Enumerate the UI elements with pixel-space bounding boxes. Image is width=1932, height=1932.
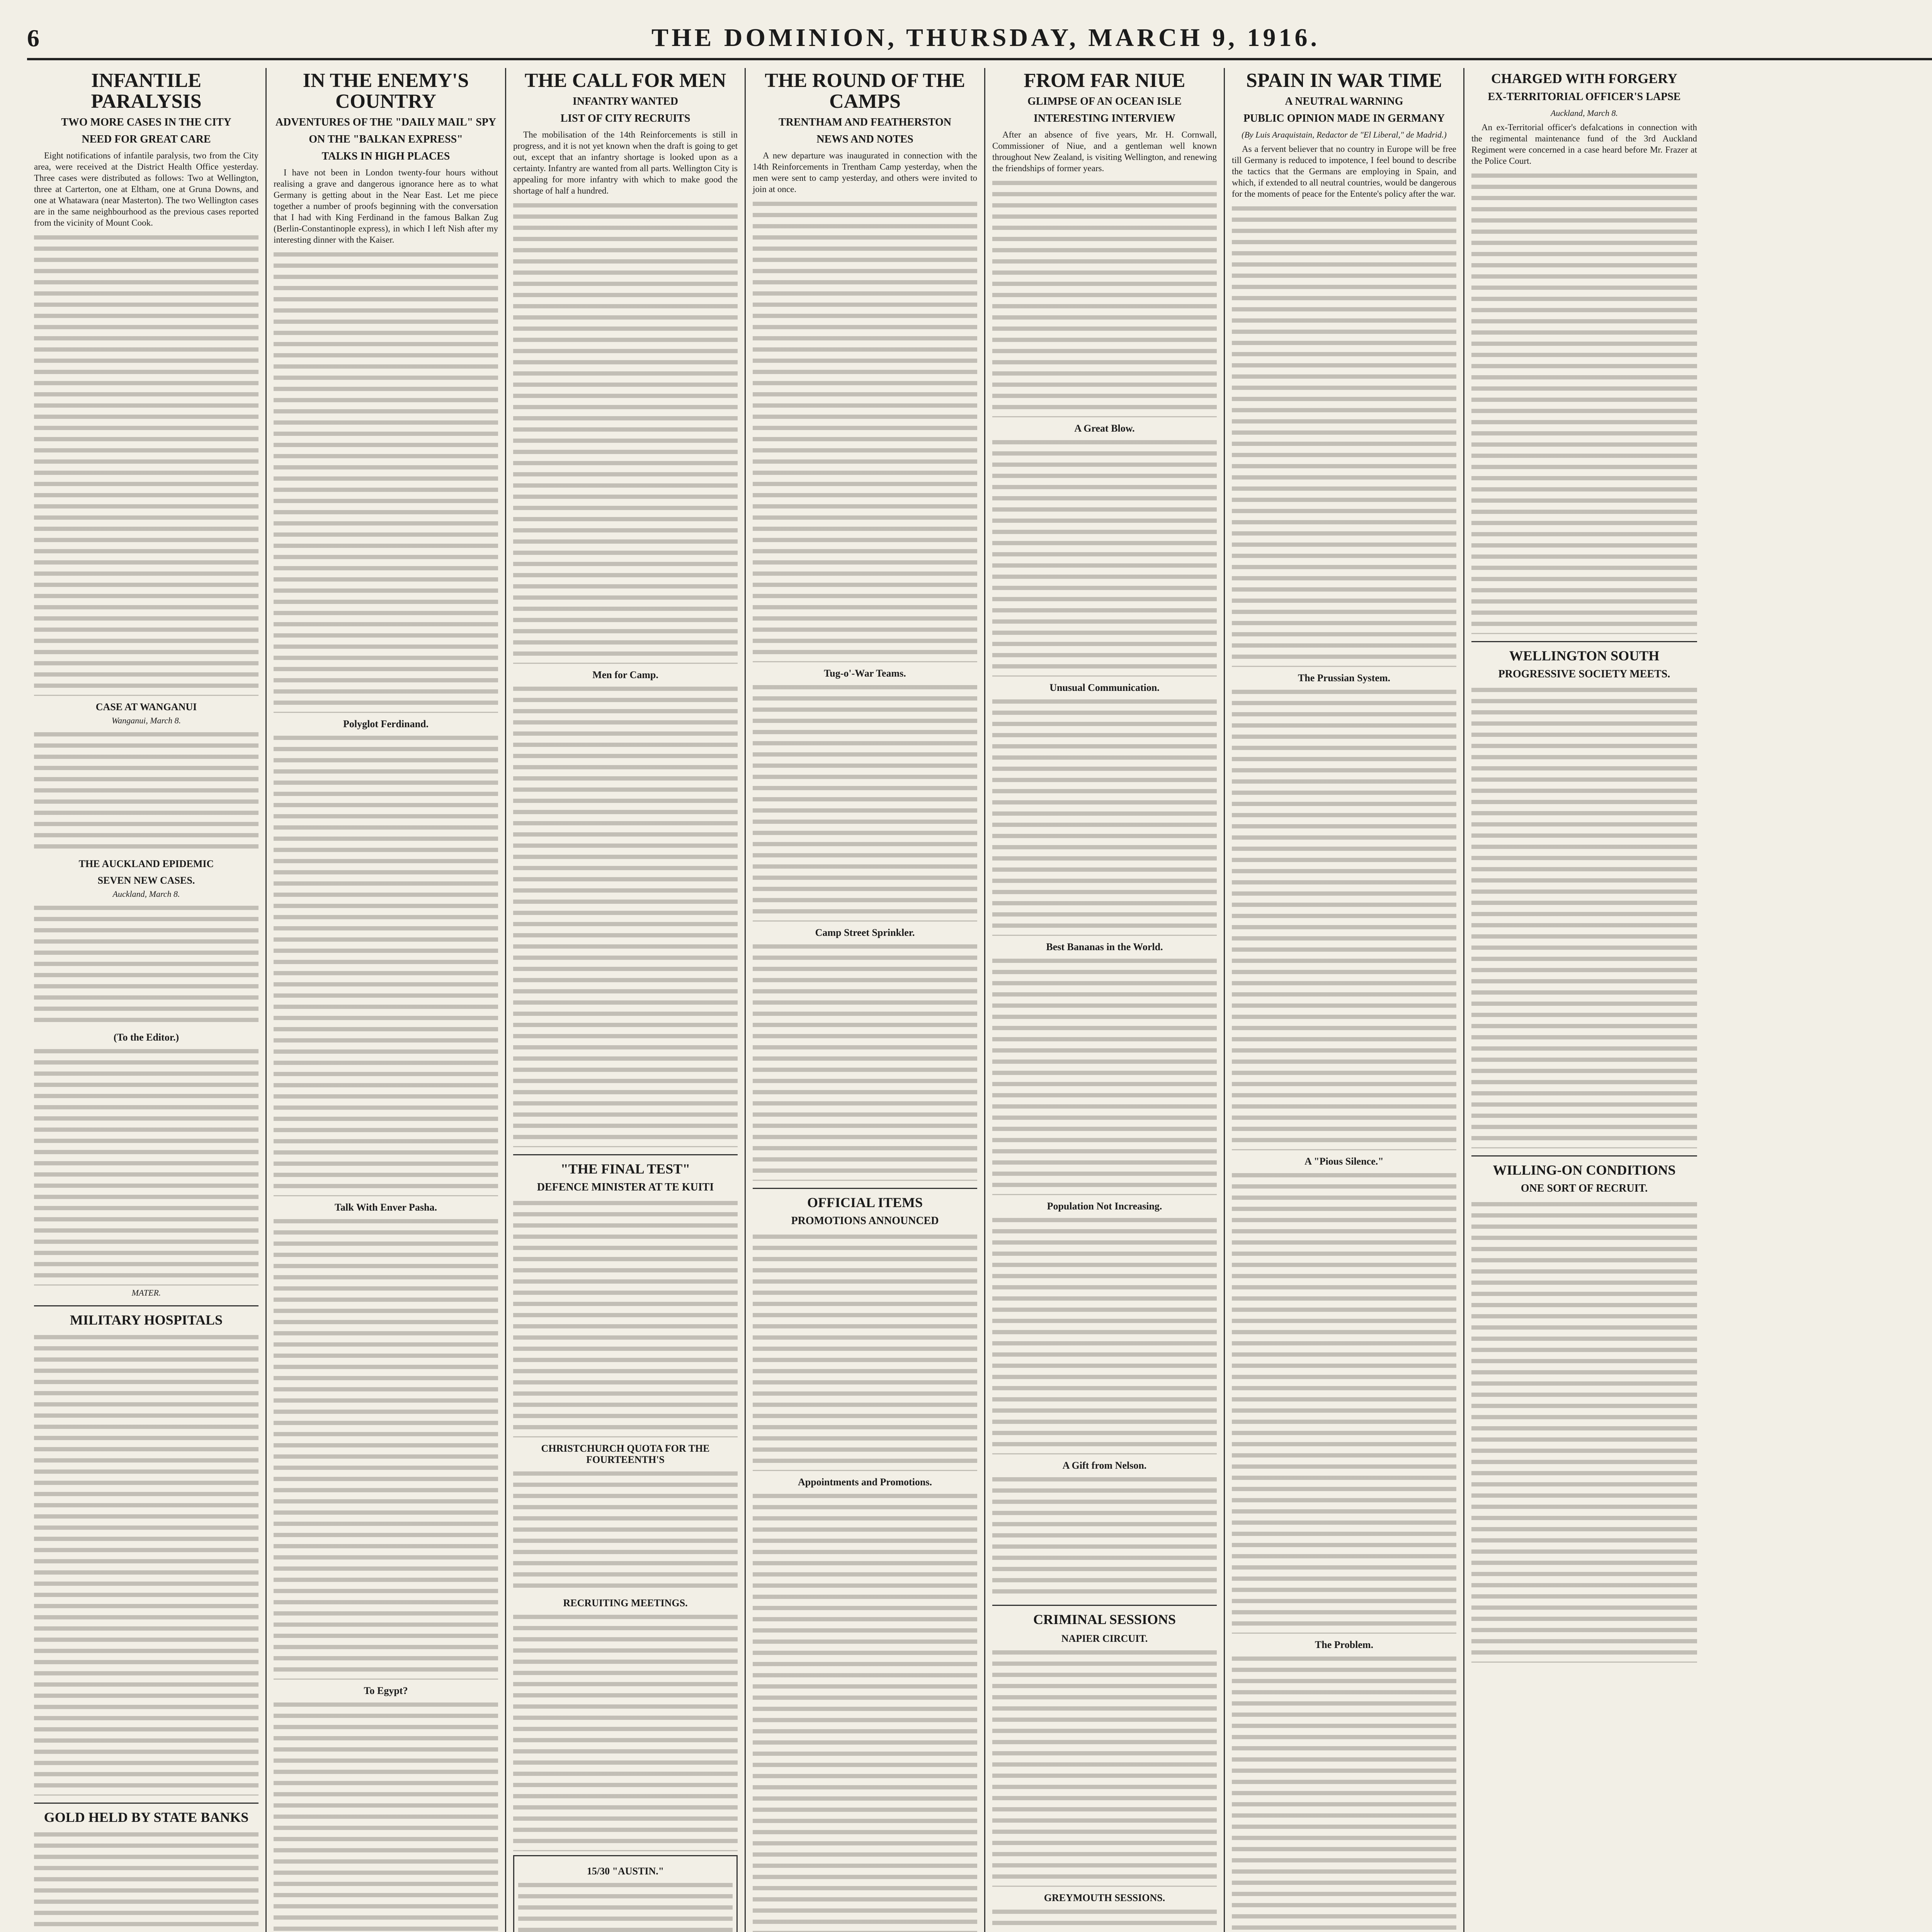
headline-willing-conditions: WILLING-ON CONDITIONS — [1493, 1162, 1676, 1178]
subhead-city-recruits: LIST OF CITY RECRUITS — [560, 112, 690, 124]
article-text-block — [513, 200, 738, 664]
subhead-daily-mail-spy: ADVENTURES OF THE "DAILY MAIL" SPY — [275, 116, 497, 128]
page-number: 6 — [27, 24, 39, 52]
dateline: Auckland, March 8. — [1551, 108, 1618, 118]
article-text-block — [1232, 203, 1456, 667]
subhead-tug-of-war: Tug-o'-War Teams. — [824, 668, 906, 679]
letter-signature: MATER. — [131, 1288, 161, 1298]
divider — [34, 1803, 259, 1804]
article-text-block — [1471, 1199, 1697, 1663]
divider — [513, 1154, 738, 1155]
subhead-trentham-featherston: TRENTHAM AND FEATHERSTON — [778, 116, 952, 128]
article-text-block — [274, 733, 498, 1196]
subhead-enver-pasha: Talk With Enver Pasha. — [335, 1202, 437, 1213]
subhead-great-blow: A Great Blow. — [1074, 423, 1135, 434]
masthead — [27, 12, 1932, 60]
subhead-population: Population Not Increasing. — [1047, 1201, 1162, 1212]
subhead-public-opinion: PUBLIC OPINION MADE IN GERMANY — [1243, 112, 1445, 124]
subhead-christchurch-quota: CHRISTCHURCH QUOTA FOR THE FOURTEENTH'S — [541, 1443, 710, 1465]
article-text-block — [992, 1647, 1217, 1887]
subhead-seven-new-cases: SEVEN NEW CASES. — [97, 875, 195, 886]
columns — [27, 60, 1932, 1932]
column-3 — [506, 68, 746, 1932]
subhead-to-the-editor: (To the Editor.) — [113, 1032, 179, 1043]
article-text-block — [1471, 170, 1697, 634]
subhead-men-for-camp: Men for Camp. — [592, 669, 658, 680]
headline-gold-state-banks: GOLD HELD BY STATE BANKS — [44, 1810, 249, 1825]
subhead-gift-from-nelson: A Gift from Nelson. — [1062, 1460, 1147, 1471]
column-5 — [985, 68, 1225, 1932]
headline-enemys-country: IN THE ENEMY'S COUNTRY — [303, 70, 469, 112]
article-text-block — [1471, 685, 1697, 1148]
column-6 — [1225, 68, 1464, 1932]
article-text-block — [992, 178, 1217, 417]
article-text-block — [513, 1198, 738, 1437]
headline-call-for-men: THE CALL FOR MEN — [524, 70, 726, 92]
article-text-block — [992, 956, 1217, 1195]
subhead-talks-high-places: TALKS IN HIGH PLACES — [321, 150, 450, 162]
subhead-polyglot-ferdinand: Polyglot Ferdinand. — [343, 718, 429, 730]
subhead-infantry-wanted: INFANTRY WANTED — [572, 95, 679, 107]
article-text-block — [753, 682, 977, 922]
subhead-napier-circuit: NAPIER CIRCUIT. — [1061, 1633, 1148, 1644]
subhead-camp-sprinkler: Camp Street Sprinkler. — [815, 927, 915, 938]
article-paragraph: After an absence of five years, Mr. H. Cornwall, Commissioner of Niue, and a gentleman well known throughout New Zealand, is visiting Wellington, and renewing the friendships of former years. — [992, 130, 1217, 173]
column-1 — [27, 68, 267, 1932]
column-4 — [746, 68, 985, 1932]
article-text-block — [992, 696, 1217, 936]
subhead-interesting-interview: INTERESTING INTERVIEW — [1033, 112, 1175, 124]
divider — [1471, 1155, 1697, 1156]
article-text-block — [34, 232, 259, 696]
divider — [753, 1188, 977, 1189]
headline-round-of-camps: THE ROUND OF THE CAMPS — [765, 70, 965, 112]
subhead-neutral-warning: A NEUTRAL WARNING — [1285, 95, 1403, 107]
subhead-appointments: Appointments and Promotions. — [798, 1476, 932, 1488]
headline-spain-war-time: SPAIN IN WAR TIME — [1246, 70, 1442, 92]
subhead-one-sort-recruit: ONE SORT OF RECRUIT. — [1520, 1182, 1648, 1194]
article-text-block — [34, 903, 259, 1026]
divider — [34, 1305, 259, 1306]
subhead-the-problem: The Problem. — [1315, 1639, 1374, 1650]
headline-criminal-sessions: CRIMINAL SESSIONS — [1033, 1612, 1176, 1627]
subhead-best-bananas: Best Bananas in the World. — [1046, 941, 1163, 952]
headline-far-niue: FROM FAR NIUE — [1024, 70, 1185, 92]
article-text-block — [513, 1612, 738, 1851]
advertisement-box — [513, 1855, 738, 1932]
article-text-block — [753, 941, 977, 1181]
headline-charged-forgery: CHARGED WITH FORGERY — [1491, 71, 1678, 86]
article-text-block — [34, 1332, 259, 1796]
subhead-wanganui: CASE AT WANGANUI — [95, 701, 197, 713]
column-2 — [267, 68, 506, 1932]
article-text-block — [753, 1491, 977, 1932]
recruit-list-block — [513, 684, 738, 1147]
headline-official-items: OFFICIAL ITEMS — [807, 1195, 923, 1210]
letter-text-block — [34, 1046, 259, 1286]
article-paragraph: Eight notifications of infantile paralysis, two from the City area, were received at the District Health Office yesterday. Three cases were distributed as follows: Two at Wellington, three at Carterton, one at Eltham, one at Gruna Downs, and one at Whatawara (near Masterton). The two Wellington cases are in the same neighbourhood as the previous cases reported from the vicinity of Mount Cook. — [34, 151, 259, 228]
subhead-balkan-express: ON THE "BALKAN EXPRESS" — [309, 133, 463, 145]
subhead-recruiting-meetings: RECRUITING MEETINGS. — [563, 1597, 688, 1609]
article-text-block — [34, 729, 259, 853]
article-text-block — [274, 1216, 498, 1680]
dateline: Wanganui, March 8. — [111, 716, 181, 725]
article-text-block — [992, 437, 1217, 677]
article-paragraph: I have not been in London twenty-four hours without realising a grave and dangerous ignorance here as to what Germany is getting about in the Near East. Let me piece together a number of proofs beginning with the conversation that I had with King Ferdinand in the famous Balkan Zug (Berlin-Constantinople express), in which I left Nish after my interesting dinner with the Kaiser. — [274, 168, 498, 245]
article-text-block — [1232, 687, 1456, 1150]
headline-infantile-paralysis: INFANTILE PARALYSIS — [91, 70, 202, 112]
headline-final-test: "THE FINAL TEST" — [560, 1161, 690, 1177]
article-text-block — [274, 249, 498, 713]
article-text-block — [34, 1829, 259, 1932]
subhead-progressive-society: PROGRESSIVE SOCIETY MEETS. — [1498, 668, 1670, 680]
article-paragraph: A new departure was inaugurated in connection with the 14th Reinforcements in Trentham Camp yesterday, when the men were sent to camp yesterday, and others were invited to join at once. — [753, 151, 977, 194]
headline-military-hospitals: MILITARY HOSPITALS — [70, 1312, 223, 1328]
subhead-ocean-isle: GLIMPSE OF AN OCEAN ISLE — [1027, 95, 1182, 107]
article-text-block — [274, 1699, 498, 1932]
article-paragraph: The mobilisation of the 14th Reinforcements is still in progress, and it is not yet known when the draft is going to get out, except that an infantry shortage is looked upon as a certainty. Infantry are wanted from all parts. Wellington City is appealing for more infantry with which to make good the shortage of half a hundred. — [513, 130, 738, 196]
article-text-block — [753, 1231, 977, 1471]
advert-text-block — [518, 1880, 733, 1932]
article-text-block — [992, 1474, 1217, 1598]
divider — [992, 1605, 1217, 1606]
subhead-officers-lapse: EX-TERRITORIAL OFFICER'S LAPSE — [1488, 91, 1681, 103]
divider — [1471, 641, 1697, 642]
subhead-to-egypt: To Egypt? — [364, 1685, 408, 1696]
byline: (By Luis Araquistain, Redactor de "El Liberal," de Madrid.) — [1242, 130, 1447, 139]
article-text-block — [992, 1215, 1217, 1454]
subhead-news-notes: NEWS AND NOTES — [816, 133, 913, 145]
subhead-two-more-cases: TWO MORE CASES IN THE CITY — [61, 116, 231, 128]
article-text-block — [1232, 1170, 1456, 1634]
subhead-greymouth-sessions: GREYMOUTH SESSIONS. — [1044, 1892, 1165, 1903]
subhead-auckland-epidemic: THE AUCKLAND EPIDEMIC — [78, 858, 214, 869]
article-text-block — [513, 1468, 738, 1592]
column-7 — [1464, 68, 1704, 1932]
subhead-pious-silence: A "Pious Silence." — [1304, 1156, 1384, 1167]
article-text-block — [992, 1906, 1217, 1932]
article-text-block — [1232, 1653, 1456, 1932]
dateline: Auckland, March 8. — [112, 889, 180, 899]
masthead-title: THE DOMINION, THURSDAY, MARCH 9, 1916. — [651, 24, 1320, 52]
subhead-promotions: PROMOTIONS ANNOUNCED — [791, 1215, 939, 1227]
subhead-prussian-system: The Prussian System. — [1298, 672, 1391, 684]
article-paragraph: As a fervent believer that no country in Europe will be free till Germany is reduced to impotence, I feel bound to describe the tactics that the Germans are employing in Spain, and which, if extended to all neutral countries, would be dangerous for the moments of peace for the Entente's policy after the war. — [1232, 144, 1456, 199]
article-paragraph: An ex-Territorial officer's defalcations in connection with the regimental maintenance fund of the 3rd Auckland Regiment were concerned in a case heard before Mr. Frazer at the Police Court. — [1471, 122, 1697, 166]
headline-wellington-south: WELLINGTON SOUTH — [1509, 648, 1660, 663]
advert-heading: 15/30 "AUSTIN." — [587, 1866, 664, 1877]
subhead-unusual-communication: Unusual Communication. — [1049, 682, 1160, 693]
article-text-block — [753, 199, 977, 662]
subhead-need-for-care: NEED FOR GREAT CARE — [82, 133, 211, 145]
subhead-defence-minister: DEFENCE MINISTER AT TE KUITI — [537, 1181, 714, 1193]
